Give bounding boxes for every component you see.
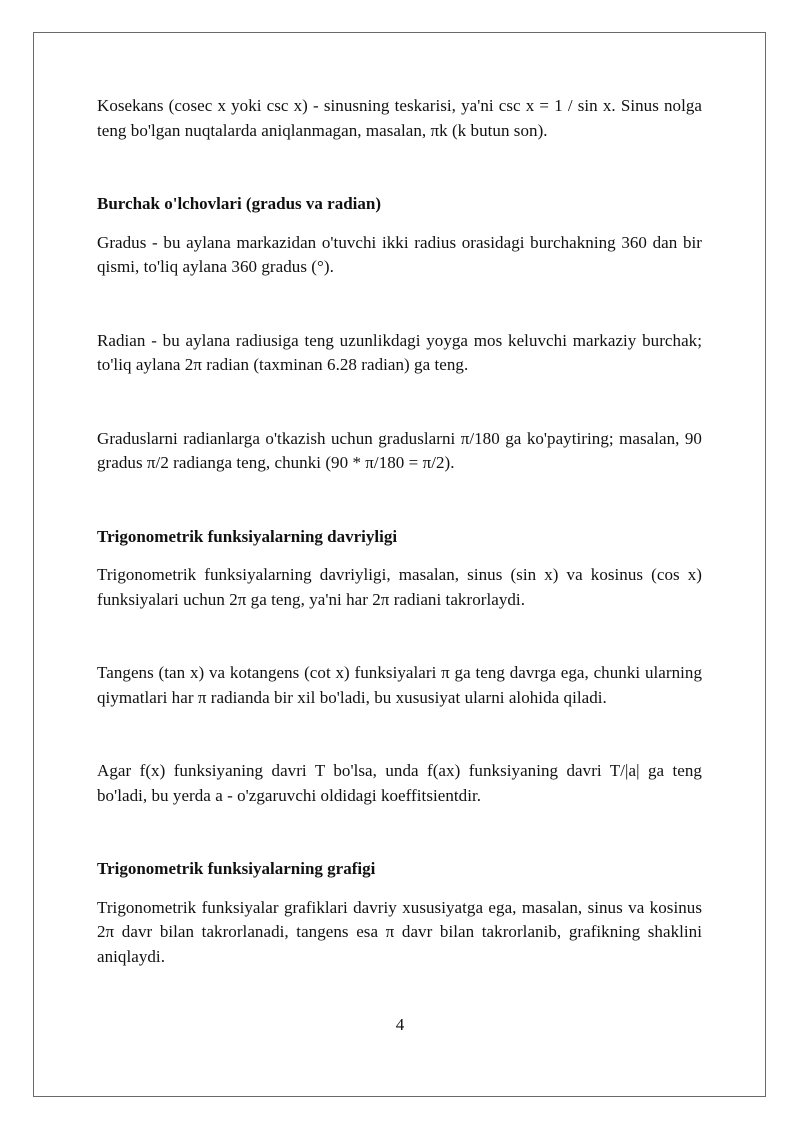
paragraph-tan-cot-period: Tangens (tan x) va kotangens (cot x) funksiyalari π ga teng davrga ega, chunki ularning qiymatlari har π radianda bir xil bo'ladi, bu xususiyat ularni alohida qiladi. (97, 663, 702, 707)
page-number: 4 (395, 1015, 405, 1034)
heading-graphs: Trigonometrik funksiyalarning grafigi (97, 859, 376, 878)
document-body (97, 94, 702, 969)
paragraph-sin-cos-period: Trigonometrik funksiyalarning davriyligi, masalan, sinus (sin x) va kosinus (cos x) funksiyalari uchun 2π ga teng, ya'ni har 2π radiani takrorlaydi. (97, 565, 702, 609)
heading-angle-measures: Burchak o'lchovlari (gradus va radian) (97, 194, 381, 213)
paragraph-cosecant: Kosekans (cosec x yoki csc x) - sinusning teskarisi, ya'ni csc x = 1 / sin x. Sinus nolga teng bo'lgan nuqtalarda aniqlanmagan, masalan, πk (k butun son). (97, 96, 702, 140)
paragraph-period-scaling: Agar f(x) funksiyaning davri T bo'lsa, unda f(ax) funksiyaning davri T/|a| ga teng bo'ladi, bu yerda a - o'zgaruvchi oldidagi koeffitsientdir. (97, 761, 702, 805)
paragraph-radian: Radian - bu aylana radiusiga teng uzunlikdagi yoyga mos keluvchi markaziy burchak; to'liq aylana 2π radian (taxminan 6.28 radian) ga teng. (97, 330, 702, 374)
paragraph-degree: Gradus - bu aylana markazidan o'tuvchi ikki radius orasidagi burchakning 360 dan bir qismi, to'liq aylana 360 gradus (°). (97, 232, 702, 276)
paragraph-graphs: Trigonometrik funksiyalar grafiklari davriy xususiyatga ega, masalan, sinus va kosinus 2π davr bilan takrorlanadi, tangens esa π davr bilan takrorlanib, grafikning shaklini aniqlaydi. (97, 897, 702, 966)
paragraph-conversion: Graduslarni radianlarga o'tkazish uchun graduslarni π/180 ga ko'paytiring; masalan, 90 gradus π/2 radianga teng, chunki (90 * π/180 = π/2). (97, 428, 702, 472)
heading-periodicity: Trigonometrik funksiyalarning davriyligi (97, 526, 398, 546)
